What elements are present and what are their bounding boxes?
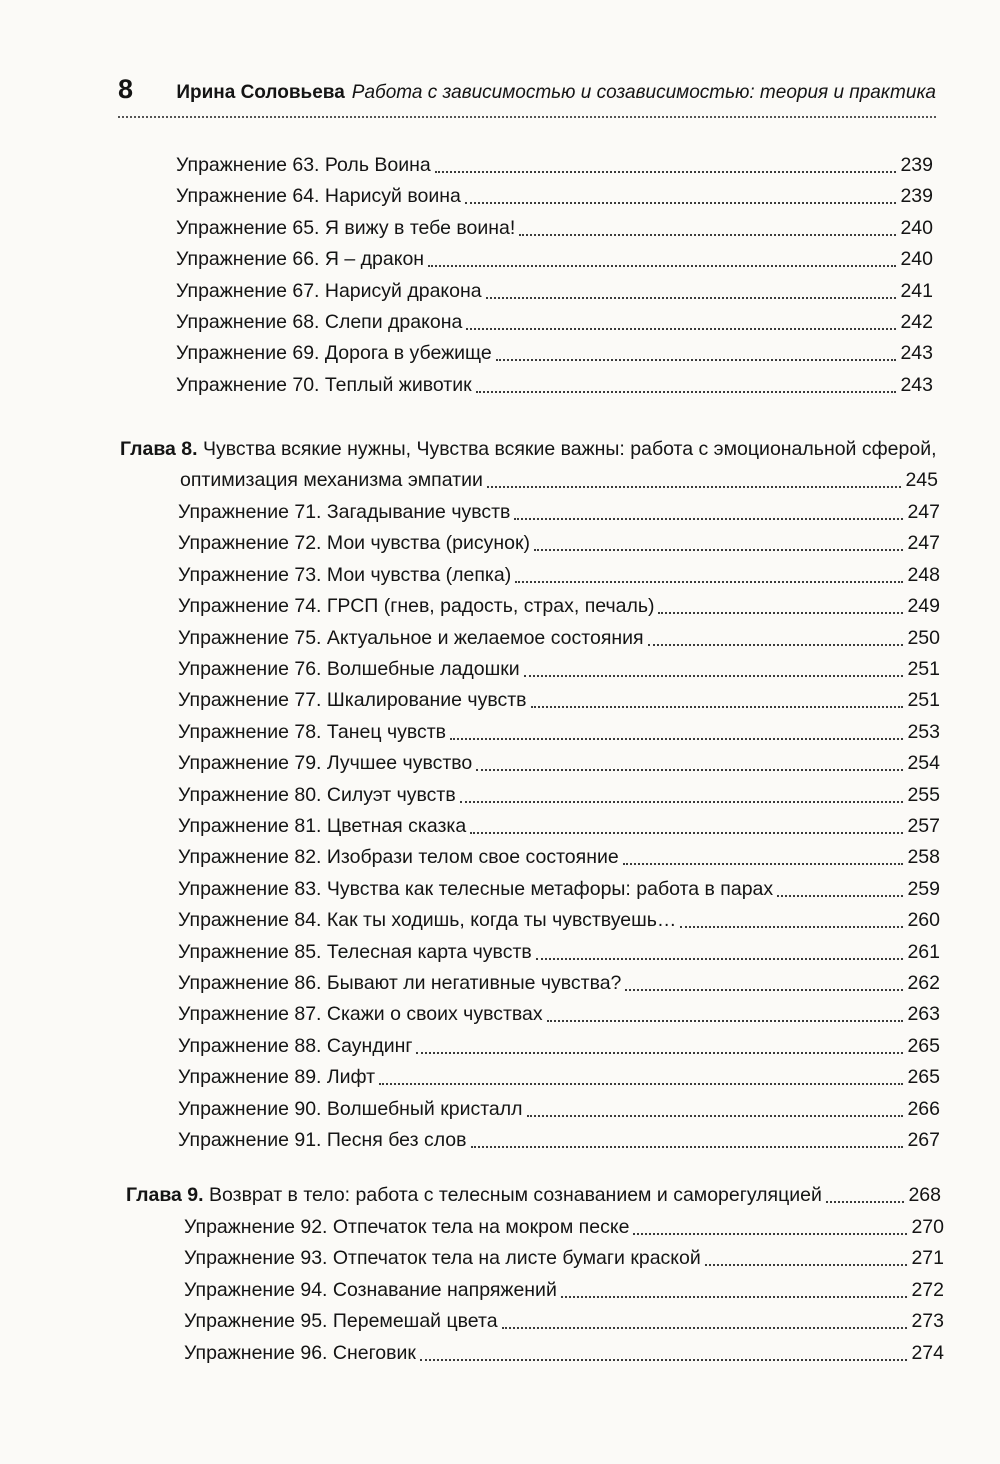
- entry-page-number: 251: [907, 689, 940, 712]
- chapter-9-prefix: Глава 9.: [126, 1184, 204, 1206]
- toc-entry: [178, 717, 940, 748]
- dot-leader: [416, 1052, 903, 1054]
- entry-page-number: 259: [907, 877, 940, 900]
- dot-leader: [460, 801, 904, 803]
- entry-title: Упражнение 70. Теплый животик: [176, 373, 472, 396]
- entry-title: Упражнение 85. Телесная карта чувств: [178, 940, 532, 963]
- toc-entry: [178, 1062, 940, 1093]
- toc-entry: [184, 1275, 944, 1306]
- toc-entry: [184, 1212, 944, 1243]
- entry-title: Упражнение 67. Нарисуй дракона: [176, 279, 482, 302]
- dot-leader: [476, 391, 897, 393]
- entry-title: Упражнение 87. Скажи о своих чувствах: [178, 1003, 543, 1026]
- entry-title: Упражнение 68. Слепи дракона: [176, 311, 463, 333]
- toc-entry: [178, 560, 940, 591]
- toc-entry: [178, 1031, 940, 1062]
- entry-title: Упражнение 64. Нарисуй воина: [176, 185, 461, 208]
- toc-entry: [178, 748, 940, 779]
- dot-leader: [466, 328, 896, 330]
- toc-entry: [178, 685, 940, 716]
- chapter-8-page: 245: [905, 469, 938, 491]
- toc-entry: [184, 1306, 944, 1337]
- dot-leader: [623, 863, 904, 865]
- toc-entry: [176, 181, 933, 212]
- toc-entry: [176, 276, 933, 307]
- entry-page-number: 243: [900, 373, 933, 396]
- entry-page-number: 253: [907, 720, 940, 743]
- dot-leader: [648, 644, 904, 646]
- chapter-9-heading: [126, 1180, 822, 1211]
- toc-entry: [176, 244, 933, 275]
- toc-entry: [176, 150, 933, 181]
- dot-leader: [502, 1327, 908, 1329]
- toc-entry: [176, 338, 933, 369]
- entry-title: Упражнение 79. Лучшее чувство: [178, 752, 473, 775]
- dot-leader: [471, 1146, 904, 1148]
- toc-entry: [178, 591, 940, 622]
- entry-page-number: 260: [907, 909, 940, 932]
- dot-leader: [777, 895, 903, 897]
- entry-page-number: 261: [907, 940, 940, 963]
- dot-leader: [561, 1296, 908, 1298]
- dot-leader: [531, 706, 904, 708]
- entry-page-number: 257: [907, 815, 940, 837]
- toc-entry: [178, 1094, 940, 1125]
- dot-leader: [680, 926, 903, 928]
- entry-page-number: 265: [907, 1066, 940, 1089]
- entry-title: Упражнение 69. Дорога в убежище: [176, 342, 492, 365]
- dot-leader: [450, 738, 903, 740]
- entry-title: Упражнение 84. Как ты ходишь, когда ты чувствуешь…: [178, 909, 677, 932]
- toc-entry: [184, 1338, 944, 1369]
- toc-entry: [178, 654, 940, 685]
- entry-title: Упражнение 78. Танец чувств: [178, 720, 447, 743]
- toc-entry: [178, 528, 940, 559]
- dot-leader: [527, 1115, 904, 1117]
- dot-leader: [465, 202, 897, 204]
- dot-leader: [470, 832, 903, 834]
- entry-page-number: 240: [900, 216, 933, 239]
- page-number: 8: [118, 74, 134, 104]
- entry-page-number: 254: [907, 752, 940, 775]
- dot-leader: [496, 359, 897, 361]
- dot-leader: [379, 1083, 903, 1085]
- entry-title: Упражнение 73. Мои чувства (лепка): [178, 563, 512, 586]
- entry-page-number: 241: [900, 279, 933, 302]
- entry-page-number: 239: [900, 185, 933, 208]
- entry-title: Упражнение 74. ГРСП (гнев, радость, страх, печаль): [178, 595, 655, 618]
- toc-entry: [178, 1125, 940, 1156]
- dot-leader: [420, 1359, 908, 1361]
- entry-title: Упражнение 81. Цветная сказка: [178, 815, 467, 837]
- toc-entry: [176, 213, 933, 244]
- dot-leader: [826, 1201, 905, 1203]
- dot-leader: [633, 1233, 907, 1235]
- toc-entry: [176, 370, 933, 401]
- dot-leader: [547, 1020, 904, 1022]
- dot-leader: [476, 769, 903, 771]
- entry-page-number: 266: [907, 1097, 940, 1120]
- entry-title: Упражнение 86. Бывают ли негативные чувства?: [178, 972, 622, 994]
- dot-leader: [487, 486, 902, 488]
- entry-page-number: 273: [911, 1310, 944, 1333]
- entry-page-number: 263: [907, 1003, 940, 1026]
- chapter-9-entry: [126, 1180, 941, 1211]
- entry-page-number: 243: [900, 342, 933, 365]
- entry-page-number: 239: [900, 154, 933, 176]
- author-name: Ирина Соловьева: [176, 82, 345, 103]
- entry-title: Упражнение 65. Я вижу в тебе воина!: [176, 216, 516, 239]
- dot-leader: [625, 989, 903, 991]
- entry-title: Упражнение 75. Актуальное и желаемое состояния: [178, 626, 644, 649]
- toc-entry: [178, 905, 940, 936]
- toc-entry: [184, 1243, 944, 1274]
- dot-leader: [536, 958, 904, 960]
- chapter-8-entry: [180, 465, 938, 496]
- toc-entry: [178, 968, 940, 999]
- entry-page-number: 258: [907, 846, 940, 869]
- entry-page-number: 262: [907, 972, 940, 994]
- entry-page-number: 240: [900, 248, 933, 271]
- entry-page-number: 247: [907, 501, 940, 523]
- chapter-8-prefix: Глава 8.: [120, 438, 198, 460]
- toc-entry: [178, 874, 940, 905]
- entry-title: Упражнение 92. Отпечаток тела на мокром песке: [184, 1216, 630, 1238]
- entry-title: Упражнение 80. Силуэт чувств: [178, 783, 456, 806]
- chapter-9-page: 268: [908, 1184, 941, 1206]
- dot-leader: [428, 265, 896, 267]
- entry-title: Упражнение 88. Саундинг: [178, 1034, 413, 1057]
- chapter-8-title-line1: Чувства всякие нужны, Чувства всякие важны: работа с эмоциональной сферой,: [203, 438, 937, 460]
- chapter-8-heading: [120, 434, 937, 465]
- dot-leader: [519, 234, 896, 236]
- dot-leader: [524, 675, 904, 677]
- entry-title: Упражнение 90. Волшебный кристалл: [178, 1097, 523, 1120]
- entry-title: Упражнение 76. Волшебные ладошки: [178, 658, 520, 680]
- entry-title: Упражнение 63. Роль Воина: [176, 154, 431, 176]
- chapter-8-title-line2: оптимизация механизма эмпатии: [180, 469, 483, 491]
- toc-entry: [178, 842, 940, 873]
- toc-entry: [178, 811, 940, 842]
- entry-title: Упражнение 66. Я – дракон: [176, 248, 425, 271]
- book-title: Работа с зависимостью и созависимостью: теория и практика: [351, 82, 936, 103]
- dot-leader: [435, 171, 897, 173]
- entry-title: Упражнение 82. Изобрази телом свое состояние: [178, 846, 619, 869]
- toc-entry: [178, 999, 940, 1030]
- dot-leader: [658, 612, 903, 614]
- entry-title: Упражнение 95. Перемешай цвета: [184, 1310, 498, 1333]
- toc-entry: [178, 623, 940, 654]
- entry-title: Упражнение 96. Снеговик: [184, 1341, 416, 1364]
- dot-leader: [515, 581, 903, 583]
- toc-entry: [178, 497, 940, 528]
- entry-page-number: 267: [907, 1129, 940, 1151]
- entry-title: Упражнение 71. Загадывание чувств: [178, 501, 511, 523]
- toc-entry: [176, 307, 933, 338]
- entry-page-number: 272: [911, 1278, 944, 1301]
- entry-page-number: 247: [907, 532, 940, 555]
- entry-page-number: 249: [907, 595, 940, 618]
- entry-page-number: 242: [900, 311, 933, 333]
- entry-title: Упражнение 89. Лифт: [178, 1066, 376, 1089]
- entry-title: Упражнение 83. Чувства как телесные метафоры: работа в парах: [178, 877, 774, 900]
- dot-leader: [705, 1264, 908, 1266]
- dot-leader: [514, 518, 903, 520]
- entry-title: Упражнение 94. Сознавание напряжений: [184, 1278, 557, 1301]
- toc-entry: [178, 780, 940, 811]
- entry-page-number: 250: [907, 626, 940, 649]
- entry-title: Упражнение 91. Песня без слов: [178, 1129, 467, 1151]
- entry-title: Упражнение 93. Отпечаток тела на листе бумаги краской: [184, 1247, 701, 1270]
- entry-page-number: 265: [907, 1034, 940, 1057]
- entry-page-number: 270: [911, 1216, 944, 1238]
- entry-page-number: 255: [907, 783, 940, 806]
- dot-leader: [534, 549, 903, 551]
- entry-page-number: 251: [907, 658, 940, 680]
- entry-page-number: 271: [911, 1247, 944, 1270]
- entry-title: Упражнение 72. Мои чувства (рисунок): [178, 532, 530, 555]
- entry-page-number: 248: [907, 563, 940, 586]
- chapter-9-title: Возврат в тело: работа с телесным сознаванием и саморегуляцией: [209, 1184, 822, 1206]
- toc-entry: [178, 937, 940, 968]
- dot-leader: [486, 297, 897, 299]
- entry-page-number: 274: [911, 1341, 944, 1364]
- entry-title: Упражнение 77. Шкалирование чувств: [178, 689, 527, 712]
